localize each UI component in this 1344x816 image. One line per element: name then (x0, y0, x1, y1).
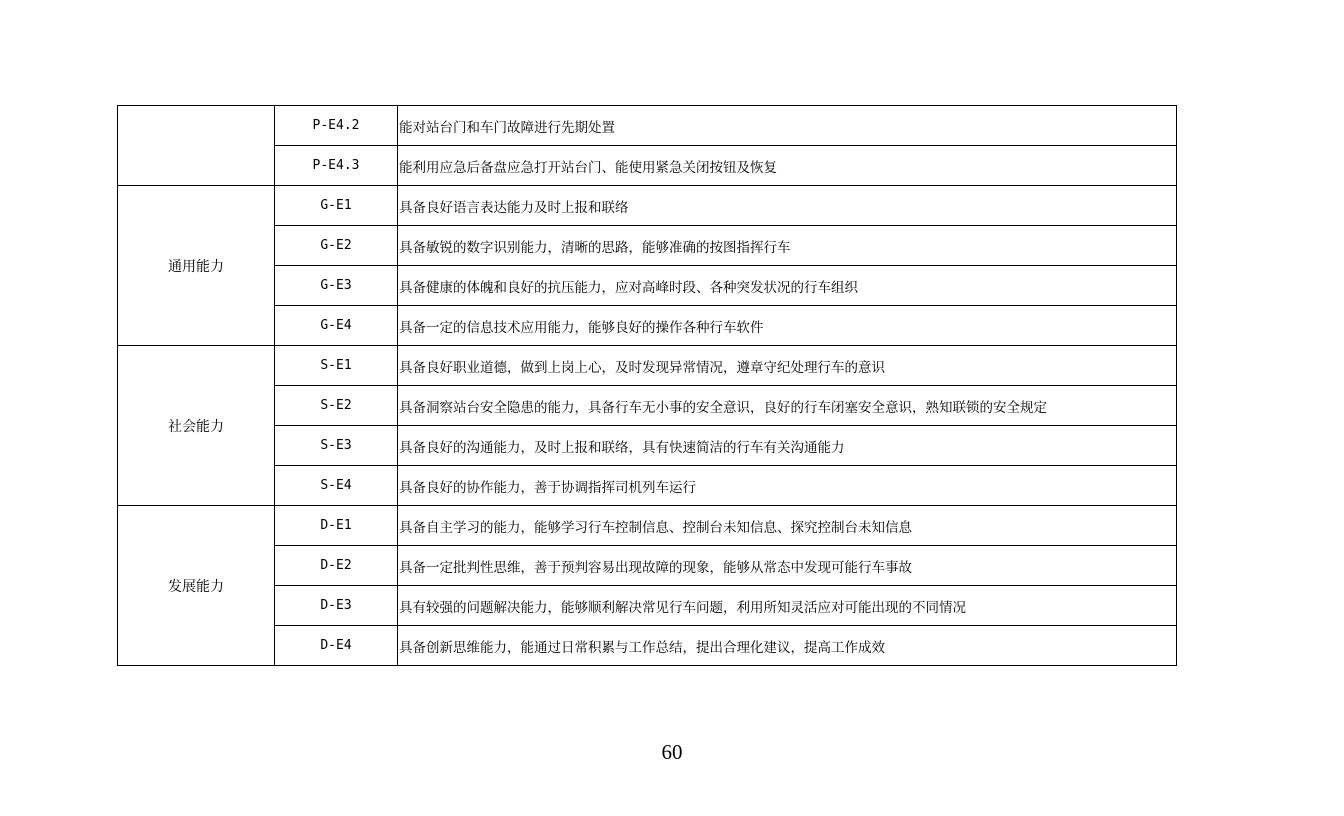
competency-code: S-E2 (275, 386, 398, 426)
table-row (118, 466, 1177, 506)
table-row (118, 586, 1177, 626)
continued-category-cell (118, 106, 275, 186)
competency-code: S-E1 (275, 346, 398, 386)
competency-description: 具备健康的体魄和良好的抗压能力，应对高峰时段、各种突发状况的行车组织 (398, 266, 1177, 306)
table-row (118, 386, 1177, 426)
category-general: 通用能力 (118, 186, 275, 346)
table-row (118, 426, 1177, 466)
competency-description: 具备良好语言表达能力及时上报和联络 (398, 186, 1177, 226)
competency-code: G-E4 (275, 306, 398, 346)
competency-code: G-E2 (275, 226, 398, 266)
table-row (118, 626, 1177, 666)
competency-code: S-E4 (275, 466, 398, 506)
competency-description: 具备良好职业道德，做到上岗上心，及时发现异常情况，遵章守纪处理行车的意识 (398, 346, 1177, 386)
competency-description: 能利用应急后备盘应急打开站台门、能使用紧急关闭按钮及恢复 (398, 146, 1177, 186)
competency-code: P-E4.2 (275, 106, 398, 146)
competency-code: D-E2 (275, 546, 398, 586)
competency-code: D-E3 (275, 586, 398, 626)
table-row (118, 106, 1177, 146)
table-row (118, 306, 1177, 346)
competency-code: G-E1 (275, 186, 398, 226)
table-row (118, 186, 1177, 226)
table-row (118, 266, 1177, 306)
competency-description: 具备洞察站台安全隐患的能力，具备行车无小事的安全意识，良好的行车闭塞安全意识，熟知联锁的安全规定 (398, 386, 1177, 426)
competency-description: 能对站台门和车门故障进行先期处置 (398, 106, 1177, 146)
table-row (118, 226, 1177, 266)
competency-description: 具备自主学习的能力，能够学习行车控制信息、控制台未知信息、探究控制台未知信息 (398, 506, 1177, 546)
competency-description: 具有较强的问题解决能力，能够顺利解决常见行车问题，利用所知灵活应对可能出现的不同情况 (398, 586, 1177, 626)
competency-code: G-E3 (275, 266, 398, 306)
competency-description: 具备一定的信息技术应用能力，能够良好的操作各种行车软件 (398, 306, 1177, 346)
category-development: 发展能力 (118, 506, 275, 666)
competency-table (117, 105, 1177, 666)
competency-description: 具备创新思维能力，能通过日常积累与工作总结，提出合理化建议，提高工作成效 (398, 626, 1177, 666)
competency-description: 具备良好的沟通能力，及时上报和联络，具有快速简洁的行车有关沟通能力 (398, 426, 1177, 466)
page-number: 60 (661, 740, 683, 764)
competency-code: D-E4 (275, 626, 398, 666)
competency-code: S-E3 (275, 426, 398, 466)
table-row (118, 146, 1177, 186)
competency-code: P-E4.3 (275, 146, 398, 186)
competency-code: D-E1 (275, 506, 398, 546)
competency-description: 具备一定批判性思维，善于预判容易出现故障的现象，能够从常态中发现可能行车事故 (398, 546, 1177, 586)
competency-description: 具备良好的协作能力，善于协调指挥司机列车运行 (398, 466, 1177, 506)
table-row (118, 346, 1177, 386)
table-row (118, 546, 1177, 586)
table-row (118, 506, 1177, 546)
competency-description: 具备敏锐的数字识别能力，清晰的思路，能够准确的按图指挥行车 (398, 226, 1177, 266)
category-social: 社会能力 (118, 346, 275, 506)
